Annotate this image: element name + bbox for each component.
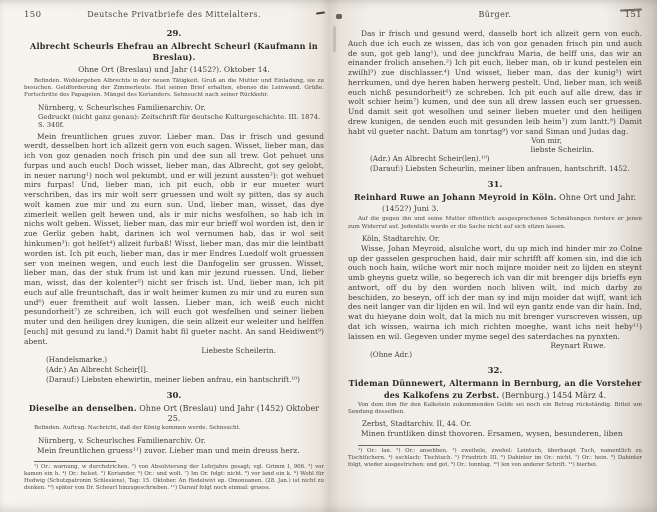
- running-header-left: Deutsche Privatbriefe des Mittelalters.: [87, 10, 261, 19]
- letter-32-heading-dateline: (Bernburg.) 1454 März 4.: [499, 390, 607, 400]
- left-page: [24, 0, 324, 512]
- letter-31-heading-text: Reinhard Ruwe an Johann Meyroid in Köln.: [353, 191, 557, 202]
- letter-30-body-start: Mein freuntlichen gruess¹¹) zuvor. Lieber man und mein dreuss herz.: [37, 445, 300, 455]
- letter-31-archive: Köln, Stadtarchiv. Or.: [362, 233, 440, 243]
- left-page-header: [24, 10, 324, 20]
- footnote-rule-left: [34, 461, 116, 462]
- letter-30-number: 30.: [166, 390, 182, 401]
- letter-29-trademark-note: (Handelsmarke.): [46, 355, 108, 365]
- letter-32-summary: Von dem ihm für den Kalkstein zukommenden Gelde sei noch ein Betrag rückständig. Bittet um Sendung desselben.: [348, 401, 642, 416]
- letter-31-summary: Auf die gegen ihn und seine Mutter öffentlich ausgesprochenen Schmähungen fordere er jenen zum Widerruf auf. Jedenfalls werde er die Sache nicht auf sich sitzen lassen.: [348, 216, 642, 230]
- letter-30-signoff: Von mir,: [531, 136, 562, 146]
- letter-30-endorsement-note: (Darauf:) Liebsten Scheurlin, meiner liben anfrauen, hantschrift. 1452.: [370, 164, 630, 174]
- letter-32-archive: Zerbst, Stadtarchiv. II, 44. Or.: [362, 419, 472, 429]
- letter-31-signature: Reynart Ruwe.: [550, 341, 606, 351]
- letter-32-heading-text: Tideman Dünnewert, Altermann in Bernburg, an die Vorsteher des Kalkofens zu Zerbst.: [348, 378, 642, 400]
- letter-31-heading: [348, 192, 642, 203]
- letter-29-archive: Nürnberg, v. Scheurlsches Familienarchiv. Or.: [38, 102, 206, 112]
- gutter-shadow: [333, 26, 336, 52]
- letter-30-archive: Nürnberg, v. Scheurlsches Familienarchiv. Or.: [38, 435, 206, 445]
- left-page-number: 150: [24, 10, 42, 20]
- letter-29-address-note: (Adr.) An Albrecht Scheir[l].: [46, 365, 149, 375]
- letter-29-printed-source: Gedruckt (nicht ganz genau): Zeitschrift für deutsche Kulturgeschichte. III. 1874. S. 340f.: [38, 112, 321, 129]
- letter-31-dateline: (1452?) Juni 3.: [382, 204, 439, 214]
- letter-29-number: 29.: [166, 29, 182, 39]
- letter-32-number: 32.: [487, 366, 503, 377]
- right-page-footnotes: ¹) Or.: lan. ²) Or.: ansehhen. ³) zweihele, zwehel: Leintuch, überhaupt Tuch, namentlich zu Tischtüchern. ⁴) eschlach: Tischtuch. ⁵) Friedrich III. ⁶) Dahinter im Or.: nicht. ⁷) Or.: hein. ⁸) Dahinter folgt, wieder ausgestrichen: und got. ⁹) Or.: tonntag. ¹⁰) len von anderer Schrift. ¹¹) hierbei.: [348, 448, 642, 469]
- letter-31-no-address-note: (Ohne Adr.): [370, 350, 413, 360]
- letter-29-endorsement-note: (Darauf:) Liebsten ehewirtin, meiner lieben anfrau, ein hantschrift.¹⁰): [46, 374, 300, 384]
- letter-31-body: Wisse, Johan Meyroid, alsulche wort, du up mich ind hinder mir zo Colne up der gasselen gesprochen haid, dair mir schrifft aff komen sin, ind die ich ouch noch hain, wilche wort mir noch mijnre moider neit zo lijden en steynt umb gheyns guetz wille, so begerech ich van dir mit brenger dijs brieffs eyn antwort, off du by den worden noch bliven wilt, ind mich darby zo beschiden, zo beseyn, off ich der man sy ind mijn moider dat wijff, want ich des neit langer van dir lijden en wil. Ind wil eyn gantz ende van dir hain. Ind, wat du hieyane doin wolt, dat la mich nu mit brenger vurscreven wissen, up dat ich wissen, wairna ich mich richten moeghe, want ichs neit heby¹¹) laissen en wil. Gegeven under myme segel des saterdaches na pynxten.: [348, 243, 642, 341]
- letter-29-signature: Liebeste Scheilerin.: [201, 346, 276, 356]
- letter-29-summary: Befinden. Wohlergehen Albrechts in der neuen Tätigkeit. Gruß an die Mutter und Einladung, sie zu besuchen. Geldforderung der Zimmerleute. Hat seinen Brief erhalten, ebenso die Leinwand. Grüße. Fortschritte des Papageien. Mängel des Korianders. Sehnsucht nach seiner Rückkehr.: [24, 77, 324, 99]
- letter-31-heading-rest: Ohne Ort und Jahr.: [556, 192, 637, 202]
- letter-29-body: Mein freuntlichen grues zuvor. Lieber man. Das ir frisch und gesund werdt, desselben hort ich allzeit gern von euch sagen. Wisset, lieber man, das ich von goz genaden noch frisch pin und dee sun all trew. Got pehuet uns furpas und auch euch! Doch wisset, lieber man, das Albrecht, got sey gelobt, in neuer narung¹) noch wol pekumbt, und er will jezunt aussten²): got wehuet mirs furpas! Und, lieber man, ich pit euch, obb ir eur mueter wurt verschriben, das irs mir wolt serr gruessen und wolt sy pitten, das sy auch wolt kamen zue mir und zu eurn sun. Und, lieber man, wisset, das dye zimerleit wellen gelt hewen und, als ir mir nichs wesfolhen, so hab ich in nichs wolt geben. Wisset, lieber man, das mir eur brieff wol worden ist, den ir zue Gerliz geben habt, darinen ich wol vernumen hab, das ir wol seit hinkumen³): got helfet⁴) allzeit furbaß! Wisst, lieber man, das mir die leintbatt worden ist. Ich pit euch, lieber man, das ir mer Endres Luedolf wolt gruessen ser von meinen wegen, und euch lest die Danfogelin ser grussen. Wisset, lieber man, das der stuk frum ist und kan mir jezund ruessen. Und, lieber man, wisst, das der kolenter⁵) nicht ser frisch ist. Und, lieber man, ich pit euch auf alle freuntschaft, das ir wolt heimer kumen zu mir und zu euren sun und⁶) euer fremtheit auf wolt lassen. Lieber man, ich weiß euch nicht pesundorheit⁷) ze schreiben, ich will euch got wesfelhen und seiner lieben muter und den heiligen drey kunigen, die sein allzeit eur weleiter und helffen [euch] mit gesund zu land.⁸) Damit habt fil gueter nacht. An sand Heidiwent⁹) abent.: [24, 131, 324, 346]
- letter-30-heading-text: Dieselbe an denselben.: [28, 402, 137, 413]
- letter-29-heading-text: Albrecht Scheurls Ehefrau an Albrecht Scheurl (Kaufmann in Breslau).: [30, 41, 318, 63]
- footnote-rule-right: [358, 445, 440, 446]
- letter-30-summary: Befinden. Auftrag. Nachricht, daß der König kommen werde. Sehnsucht.: [34, 425, 241, 432]
- letter-30-signature: liebste Scheirlin.: [530, 145, 594, 155]
- letter-31-number: 31.: [487, 179, 503, 190]
- letter-32-body-start: Minen fruntliken dinst thovoren. Ersamen, wysen, besunderen, liben: [361, 429, 623, 439]
- left-page-footnotes: ¹) Or.: warnung, w durchstrichen. ²) von Absolvierung der Lehrjahre gesagt; vgl. Grimm I, 906. ³) vor kamen ein h. ⁴) Or.: helset. ⁵) Koriander. ⁶) Or.: und wolt. ⁷) Im Or. folgt: nicht. ⁸) vor land ein k. ⁹) Wohl für Hedwig (Schutzpatronin Schlesiens), Tag: 15. Oktober. An Hedelwivi ep. Omonuanen. (28. Jan.) ist nicht zu denken. ¹⁰) später von Dr. Scheurl hinzugeschrieben. ¹¹) Darauf folgt noch einmal: gruess.: [24, 464, 324, 492]
- right-page-number: 151: [624, 10, 642, 20]
- letter-29-heading: [24, 41, 324, 64]
- letter-29-dateline: Ohne Ort (Breslau) und Jahr (1452?). Oktober 14.: [78, 64, 270, 74]
- letter-30-heading: [24, 403, 324, 425]
- letter-30-heading-dateline: Ohne Ort (Breslau) und Jahr (1452) Oktober 25.: [136, 403, 320, 423]
- right-page-header: [348, 10, 642, 20]
- letter-30-body-continuation: Das ir frisch und gesund werd, dasselb hort ich allzeit gern von euch. Auch due ich euch ze wissen, das ich von goz genaden frisch pin und auch de sun, got geb lang¹), und dee junckfrau Maria, de helff uns, das wir an einander frolich ansehen.²) Ich pit euch, lieber man, ob ir kund pestelen ein zwilhl³) zue dischlasser.⁴) Und wisset, lieber man, das der kunig⁵) wirt herrkumen, und dye heren haben herwerg pestelt. Und, lieber man, ich weiß euch nichß pesundorheit⁶) ze schreben. Ich pit euch auf alle drew, das ir wolt schier heim⁷) kumen, und dee sun all drew lassen euch ser gruessen. Und damit seit got wesolhen und seiner lieben mueter und den heiligen drew kunigen, de senden euch mit gesunden leib heim⁷) zum lantt.⁸) Damit habt vil gueter nacht. Datum am tonrtag⁹) vor sand Siman und Judas dag.: [348, 29, 642, 136]
- right-page: [348, 0, 642, 512]
- scan-artifact: [336, 14, 342, 19]
- running-header-right: Bürger.: [478, 10, 512, 19]
- letter-32-heading: [348, 378, 642, 401]
- letter-30-address-note: (Adr.) An Albrecht Scheir(len).¹⁰): [370, 154, 490, 164]
